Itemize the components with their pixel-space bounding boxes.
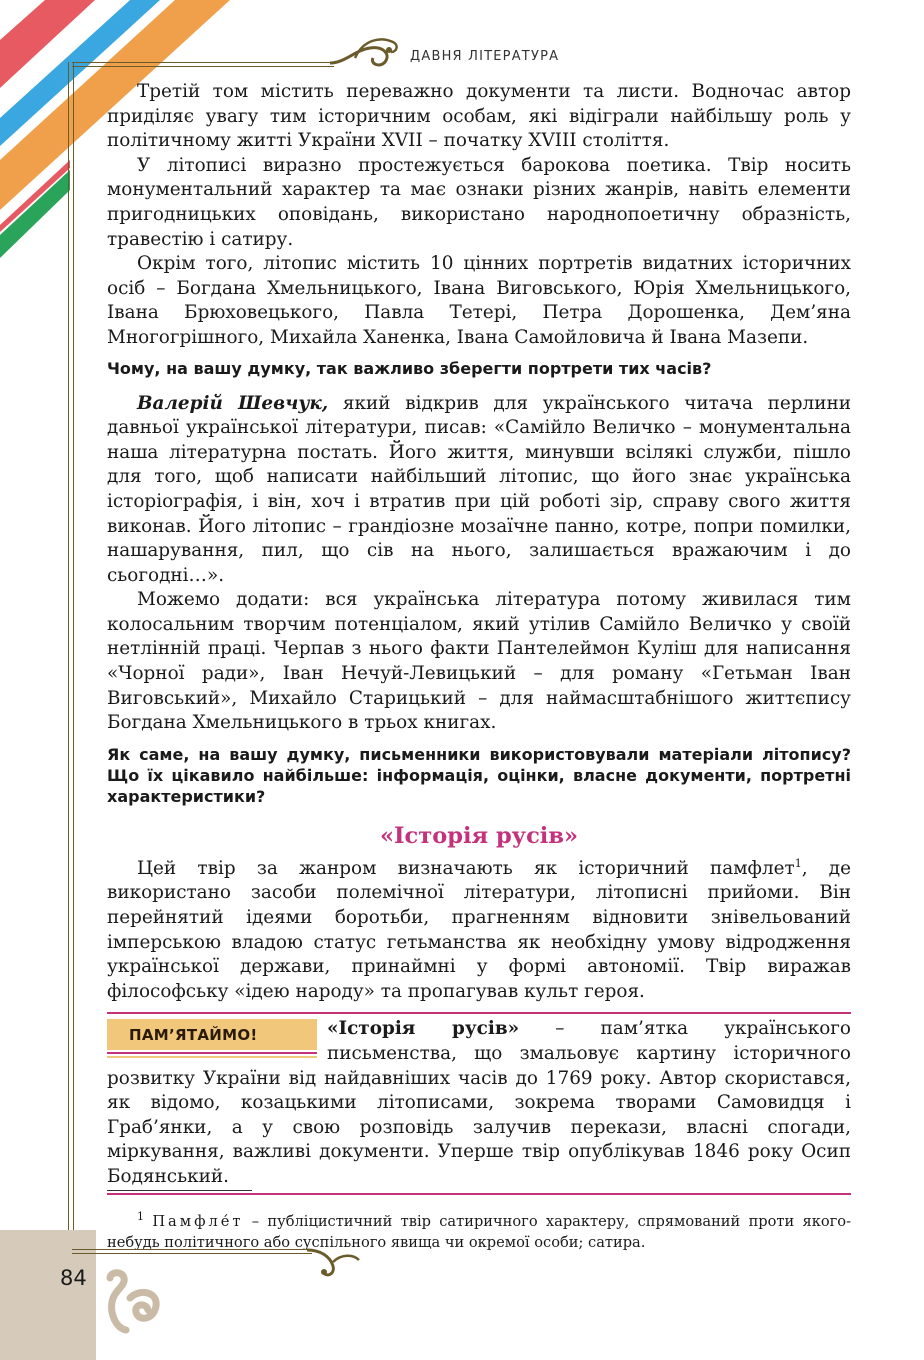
remember-label-block	[107, 1019, 317, 1059]
remember-title: «Історія русів»	[327, 1018, 520, 1040]
footnote	[107, 1211, 851, 1253]
footnote-ref: 1	[794, 856, 802, 870]
footnote-divider	[107, 1190, 252, 1191]
question: Чому, на вашу думку, так важливо зберегти портрети тих часів?	[107, 358, 712, 378]
red-stripe	[0, 0, 95, 88]
footnote-text: – публіцистичний твір сатиричного характеру, спрямований проти якого-небудь політичного або суспільного явища чи окремої особи; сатира.	[107, 1212, 852, 1251]
remember-body: – пам’ятка українського письменства, що змальовує картину історичного розвитку України від найдавніших часів до 1769 року. Автор скористався, як відомо, козацькими літописами, зокрема творами Самовидця і Граб’янки, а у свою розповідь залучив перекази, власні спогади, міркування, важливі документи. Уперше твір опублікував 1846 року Осип Бодянський.	[107, 1018, 851, 1187]
paragraph: Можемо додати: вся українська література потому живилася тим колосальним творчим потенціалом, який утілив Самійло Величко у своїй нетлінній праці. Черпав з нього факти Пантелеймон Куліш для написання «Чорної ради», Іван Нечуй-Левицький – для роману «Гетьман Іван Виговський», Михайло Старицький – для наймасштабнішого життєпису Богдана Хмельницького в трьох книгах.	[107, 589, 851, 734]
paragraph: Окрім того, літопис містить 10 цінних портретів видатних історичних осіб – Богдана Хмельницького, Івана Виговського, Юрія Хмельницького, Івана Брюховецького, Павла Тетері, Петра Дорошенка, Дем’яна Многогрішного, Михайла Ханенка, Івана Самойловича й Івана Мазепи.	[107, 253, 851, 348]
section-heading: «Історія русів»	[379, 822, 579, 849]
paragraph	[107, 392, 851, 589]
header-rule	[72, 62, 334, 67]
remember-box	[107, 1012, 851, 1194]
label-underline	[107, 1052, 317, 1054]
main-content	[107, 80, 851, 1195]
label-underline	[107, 1056, 317, 1058]
publisher-logo-icon	[100, 1268, 170, 1343]
paragraph: У літописі виразно простежується барокова поетика. Твір носить монументальний характер та має ознаки різних жанрів, навіть елементи пригодницьких оповідань, використано народнопоетичну образність, травестію і сатиру.	[107, 154, 851, 250]
footnote-term: Памфле́т	[152, 1212, 244, 1230]
paragraph-text: Цей твір за жанром визначають як історичний памфлет	[137, 857, 795, 879]
paragraph-text: , де використано засоби полемічної літератури, літописні прийоми. Він перейнятий ідеями боротьби, прагненням відновити знівельований імперською владою статус гетьманства як необхідну умову відродження української держави, принаймні у формі автономії. Твір виражав філософську «ідею народу» та пропагував культ героя.	[107, 857, 851, 1002]
section-header-title: ДАВНЯ ЛІТЕРАТУРА	[410, 49, 560, 64]
remember-label: ПАМ’ЯТАЙМО!	[107, 1019, 317, 1050]
paragraph-text: який відкрив для українського читача перлини давньої української літератури, писав: «Самійло Величко – монументальна наша літературна постать. Його життя, минувши всілякі служби, пішло для того, щоб написати найбільший літопис, що його знає українська історіографія, і він, хоч і втратив при цій роботі зір, справу свого життя виконав. Його літопис – грандіозне мозаїчне панно, котре, попри помилки, нашарування, пил, що сів на нього, залишається вражаючим і до сьогодні…».	[107, 392, 851, 586]
footer-rule	[72, 1249, 312, 1254]
author-name: Валерій Шевчук,	[137, 392, 329, 414]
page-number: 84	[60, 1266, 87, 1290]
footnote-marker: 1	[137, 1209, 144, 1223]
paragraph	[107, 857, 851, 1005]
footer-ornament-icon	[305, 1242, 365, 1282]
page-frame-left	[68, 62, 74, 1254]
paragraph: Третій том містить переважно документи та листи. Водночас автор приділяє увагу тим історичним особам, які відіграли найбільшу роль у політичному житті України XVII – початку XVIII століття.	[107, 81, 851, 152]
header-ornament-icon	[325, 30, 405, 80]
question: Як саме, на вашу думку, письменники використовували матеріали літопису? Що їх цікавило найбільше: інформація, оцінки, власне документи, портретні характеристики?	[107, 744, 851, 806]
